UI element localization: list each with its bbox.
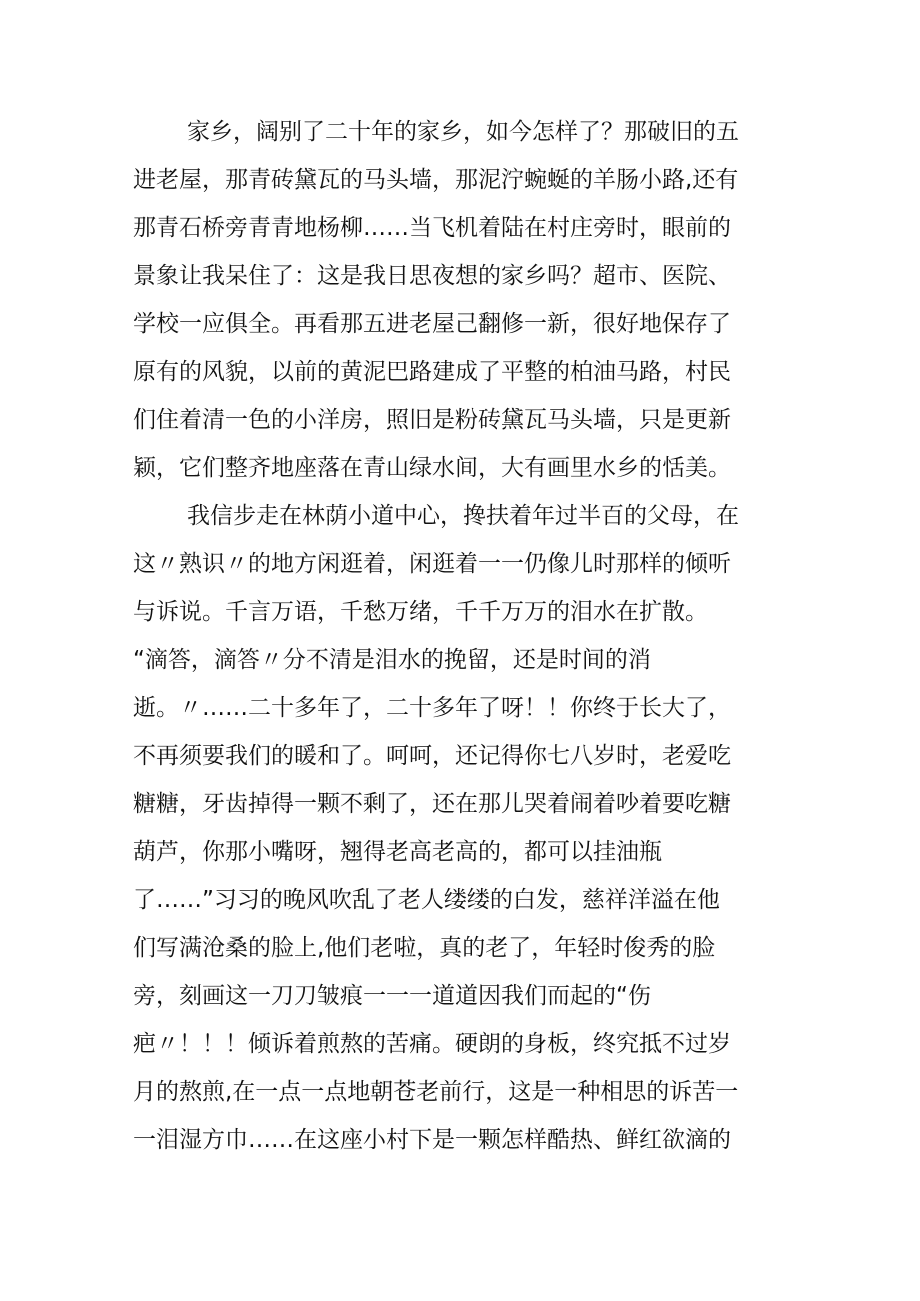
text-line: 们写满沧桑的脸上,他们老啦，真的老了，年轻时俊秀的脸 <box>133 935 716 961</box>
text-line: 月的熬煎,在一点一点地朝苍老前行，这是一种相思的诉苦一 <box>133 1079 739 1105</box>
text-line: 学校一应俱全。再看那五进老屋己翻修一新，很好地保存了 <box>133 311 731 337</box>
text-line: 了……”习习的晚风吹乱了老人缕缕的白发，慈祥洋溢在他 <box>133 887 720 913</box>
text-line: 与诉说。千言万语，千愁万绪，千千万万的泪水在扩散。 <box>133 599 708 625</box>
text-line: 原有的风貌，以前的黄泥巴路建成了平整的柏油马路，村民 <box>133 359 731 385</box>
text-line: 疤〃！！！倾诉着煎熬的苦痛。硬朗的身板，终究抵不过岁 <box>133 1031 731 1057</box>
text-line: “滴答，滴答〃分不清是泪水的挽留，还是时间的消 <box>133 647 651 673</box>
text-line: 进老屋，那青砖黛瓦的马头墙，那泥泞蜿蜒的羊肠小路,还有 <box>133 167 739 193</box>
text-line: 这〃熟识〃的地方闲逛着，闲逛着一一仍像儿时那样的倾听 <box>133 551 731 577</box>
text-line: 一泪湿方巾……在这座小村下是一颗怎样酷热、鲜红欲滴的 <box>133 1127 731 1153</box>
text-line: 我信步走在林荫小道中心，搀扶着年过半百的父母，在 <box>187 503 739 529</box>
text-line: 葫芦，你那小嘴呀，翘得老高老高的，都可以挂油瓶 <box>133 839 662 865</box>
text-line: 旁，刻画这一刀刀皱痕一一一道道因我们而起的“伤 <box>133 983 651 1009</box>
text-line: 景象让我呆住了：这是我日思夜想的家乡吗？超市、医院、 <box>133 263 731 289</box>
text-line: 糖糖，牙齿掉得一颗不剩了，还在那儿哭着闹着吵着要吃糖 <box>133 791 731 817</box>
text-line: 那青石桥旁青青地杨柳……当飞机着陆在村庄旁时，眼前的 <box>133 215 731 241</box>
text-line: 家乡，阔别了二十年的家乡，如今怎样了？那破旧的五 <box>187 119 739 145</box>
text-line: 们住着清一色的小洋房，照旧是粉砖黛瓦马头墙，只是更新 <box>133 407 731 433</box>
document-page <box>133 112 778 1192</box>
text-line: 颖，它们整齐地座落在青山绿水间，大有画里水乡的恬美。 <box>133 455 731 481</box>
text-line: 逝。〃……二十多年了，二十多年了呀！！你终于长大了， <box>133 695 731 721</box>
text-line: 不再须要我们的暖和了。呵呵，还记得你七八岁时，老爱吃 <box>133 743 731 769</box>
